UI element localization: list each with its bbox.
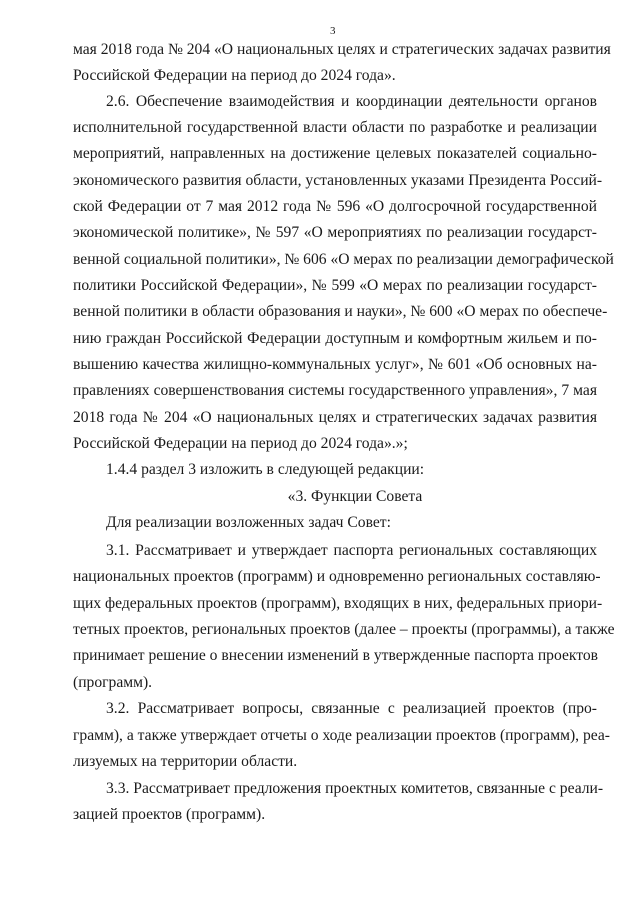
- text-line: Российской Федерации на период до 2024 года».: [73, 67, 396, 84]
- paragraph-2-6-first-line: 2.6. Обеспечение взаимодействия и координации деятельности органов: [106, 93, 597, 110]
- text-line: (программ).: [73, 674, 153, 691]
- intro-line: Для реализации возложенных задач Совет:: [106, 514, 391, 531]
- text-line: тетных проектов, региональных проектов (далее – проекты (программы), а также: [73, 621, 615, 638]
- text-line: 2018 года № 204 «О национальных целях и стратегических задачах развития: [73, 409, 597, 426]
- page-number: 3: [330, 25, 336, 37]
- paragraph-3-1-first-line: 3.1. Рассматривает и утверждает паспорта региональных составляющих: [106, 542, 597, 559]
- text-line: мая 2018 года № 204 «О национальных целях и стратегических задачах развития: [73, 41, 611, 58]
- text-line: лизуемых на территории области.: [73, 753, 298, 770]
- text-line: правлениях совершенствования системы государственного управления», 7 мая: [73, 382, 597, 399]
- text-line: исполнительной государственной власти области по разработке и реализации: [73, 119, 597, 136]
- text-line: грамм), а также утверждает отчеты о ходе реализации проектов (программ), реа-: [73, 727, 610, 744]
- text-line: национальных проектов (программ) и одновременно региональных составляю-: [73, 568, 601, 585]
- text-line: нию граждан Российской Федерации доступным и комфортным жильем и по-: [73, 330, 597, 347]
- text-line: вышению качества жилищно-коммунальных услуг», № 601 «Об основных на-: [73, 356, 597, 373]
- text-line: мероприятий, направленных на достижение целевых показателей социально-: [73, 145, 597, 162]
- text-line: венной социальной политики», № 606 «О мерах по реализации демографической: [73, 251, 614, 268]
- text-line: щих федеральных проектов (программ), входящих в них, федеральных приори-: [73, 595, 603, 612]
- text-line: Российской Федерации на период до 2024 года».»;: [73, 435, 408, 452]
- instruction-line: 1.4.4 раздел 3 изложить в следующей редакции:: [106, 461, 425, 478]
- text-line: ской Федерации от 7 мая 2012 года № 596 «О долгосрочной государственной: [73, 198, 597, 215]
- paragraph-3-2-first-line: 3.2. Рассматривает вопросы, связанные с реализацией проектов (про-: [106, 700, 597, 717]
- paragraph-3-3-first-line: 3.3. Рассматривает предложения проектных комитетов, связанные с реали-: [106, 780, 604, 797]
- text-line: экономического развития области, установленных указами Президента Россий-: [73, 172, 603, 189]
- text-line: экономической политике», № 597 «О мероприятиях по реализации государст-: [73, 224, 597, 241]
- text-line: принимает решение о внесении изменений в утвержденные паспорта проектов: [73, 647, 599, 664]
- section-heading: «3. Функции Совета: [287, 488, 423, 505]
- text-line: политики Российской Федерации», № 599 «О мерах по реализации государст-: [73, 277, 597, 294]
- text-line: венной политики в области образования и науки», № 600 «О мерах по обеспече-: [73, 303, 608, 320]
- text-line: зацией проектов (программ).: [73, 806, 266, 823]
